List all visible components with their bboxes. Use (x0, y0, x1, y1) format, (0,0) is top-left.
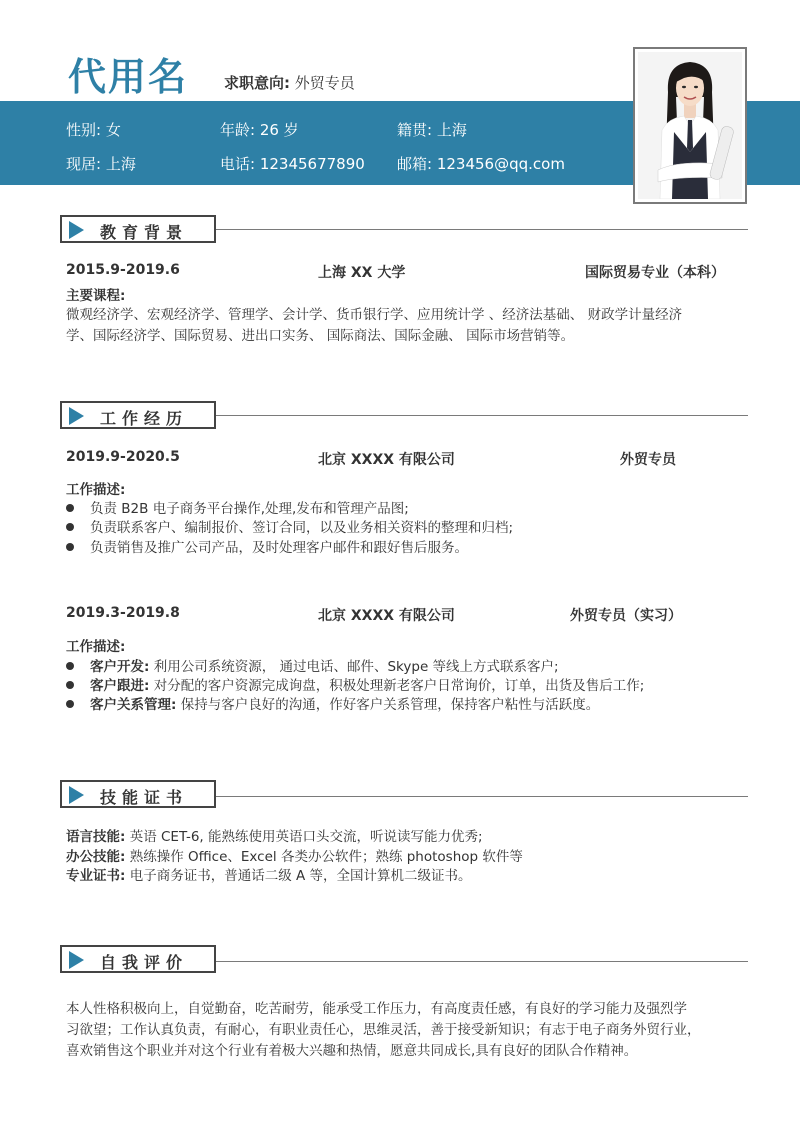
info-gender: 性别: 女 (66, 121, 121, 139)
section-header-work (60, 401, 216, 429)
resume-name: 代用名 (68, 55, 189, 99)
bullet-icon (66, 681, 74, 689)
triangle-icon (69, 407, 84, 425)
triangle-icon (69, 786, 84, 804)
courses-label: 主要课程: (66, 288, 126, 304)
info-residence: 现居: 上海 (66, 155, 136, 173)
list-item (66, 516, 513, 536)
info-age: 年龄: 26 岁 (220, 121, 299, 139)
work-desc-label: 工作描述: (66, 482, 126, 498)
list-item-text: 对分配的客户资源完成询盘，积极处理新老客户日常询价，订单，出货及售后工作; (149, 678, 645, 694)
work-desc-label: 工作描述: (66, 639, 126, 655)
list-item-label: 客户开发: (90, 659, 150, 675)
work-company: 北京 XXXX 有限公司 (318, 608, 455, 624)
work-title: 外贸专员（实习） (570, 608, 682, 624)
triangle-icon (69, 951, 84, 969)
job-intention-label: 求职意向: (224, 74, 290, 92)
bullet-icon (66, 662, 74, 670)
work-title: 外贸专员 (620, 452, 676, 468)
edu-school: 上海 XX 大学 (318, 265, 406, 281)
courses-line-2: 学、国际经济学、国际贸易、进出口实务、 国际商法、国际金融、 国际市场营销等。 (66, 328, 575, 344)
list-item (66, 655, 559, 675)
list-item (66, 536, 468, 556)
work-period: 2019.3-2019.8 (66, 605, 180, 621)
section-divider (214, 229, 748, 230)
courses-line-1: 微观经济学、宏观经济学、管理学、会计学、货币银行学、应用统计学 、经济法基础、 财政学计量经济 (66, 307, 683, 323)
job-intention (224, 72, 355, 93)
section-title-skills: 技能证书 (100, 788, 189, 807)
self-eval-line-2: 习欲望；工作认真负责，有耐心，有职业责任心，思维灵活，善于接受新知识；有志于电子商务外贸行业， (66, 1022, 701, 1038)
info-phone: 电话: 12345677890 (220, 155, 365, 173)
skill-line (66, 825, 483, 845)
section-divider (214, 961, 748, 962)
list-item (66, 497, 409, 517)
work-company: 北京 XXXX 有限公司 (318, 452, 455, 468)
skill-line (66, 845, 523, 865)
list-item-text: 负责 B2B 电子商务平台操作,处理,发布和管理产品图; (90, 501, 409, 517)
edu-period: 2015.9-2019.6 (66, 262, 180, 278)
edu-major: 国际贸易专业（本科） (585, 265, 725, 281)
list-item-label: 客户关系管理: (90, 697, 177, 713)
portrait-image (638, 52, 742, 199)
section-title-work: 工作经历 (100, 409, 189, 428)
skill-text: 电子商务证书，普通话二级 A 等，全国计算机二级证书。 (125, 868, 472, 884)
skill-text: 熟练操作 Office、Excel 各类办公软件；熟练 photoshop 软件等 (125, 849, 523, 865)
bullet-icon (66, 543, 74, 551)
section-header-self (60, 945, 216, 973)
skill-label: 专业证书: (66, 868, 126, 884)
skill-line (66, 864, 472, 884)
bullet-icon (66, 504, 74, 512)
section-divider (214, 796, 748, 797)
list-item-text: 利用公司系统资源， 通过电话、邮件、Skype 等线上方式联系客户; (149, 659, 559, 675)
list-item (66, 674, 644, 694)
triangle-icon (69, 221, 84, 239)
skill-label: 办公技能: (66, 849, 126, 865)
list-item-text: 负责销售及推广公司产品，及时处理客户邮件和跟好售后服务。 (90, 540, 468, 556)
skill-text: 英语 CET-6, 能熟练使用英语口头交流，听说读写能力优秀; (125, 829, 483, 845)
work-period: 2019.9-2020.5 (66, 449, 180, 465)
section-header-skills (60, 780, 216, 808)
section-divider (214, 415, 748, 416)
section-title-education: 教育背景 (100, 223, 189, 242)
self-eval-line-1: 本人性格积极向上，自觉勤奋，吃苦耐劳，能承受工作压力，有高度责任感，有良好的学习能力及强烈学 (66, 1001, 687, 1017)
info-origin: 籍贯: 上海 (397, 121, 467, 139)
bullet-icon (66, 700, 74, 708)
profile-photo (633, 47, 747, 204)
list-item-text: 负责联系客户、编制报价、签订合同，以及业务相关资料的整理和归档; (90, 520, 514, 536)
list-item-text: 保持与客户良好的沟通，作好客户关系管理，保持客户粘性与活跃度。 (176, 697, 600, 713)
list-item (66, 693, 599, 713)
section-header-education (60, 215, 216, 243)
self-eval-line-3: 喜欢销售这个职业并对这个行业有着极大兴趣和热情，愿意共同成长,具有良好的团队合作精神。 (66, 1043, 638, 1059)
section-title-self: 自我评价 (100, 953, 189, 972)
list-item-label: 客户跟进: (90, 678, 150, 694)
info-email: 邮箱: 123456@qq.com (397, 155, 565, 173)
bullet-icon (66, 523, 74, 531)
skill-label: 语言技能: (66, 829, 126, 845)
job-intention-value: 外贸专员 (290, 74, 355, 92)
